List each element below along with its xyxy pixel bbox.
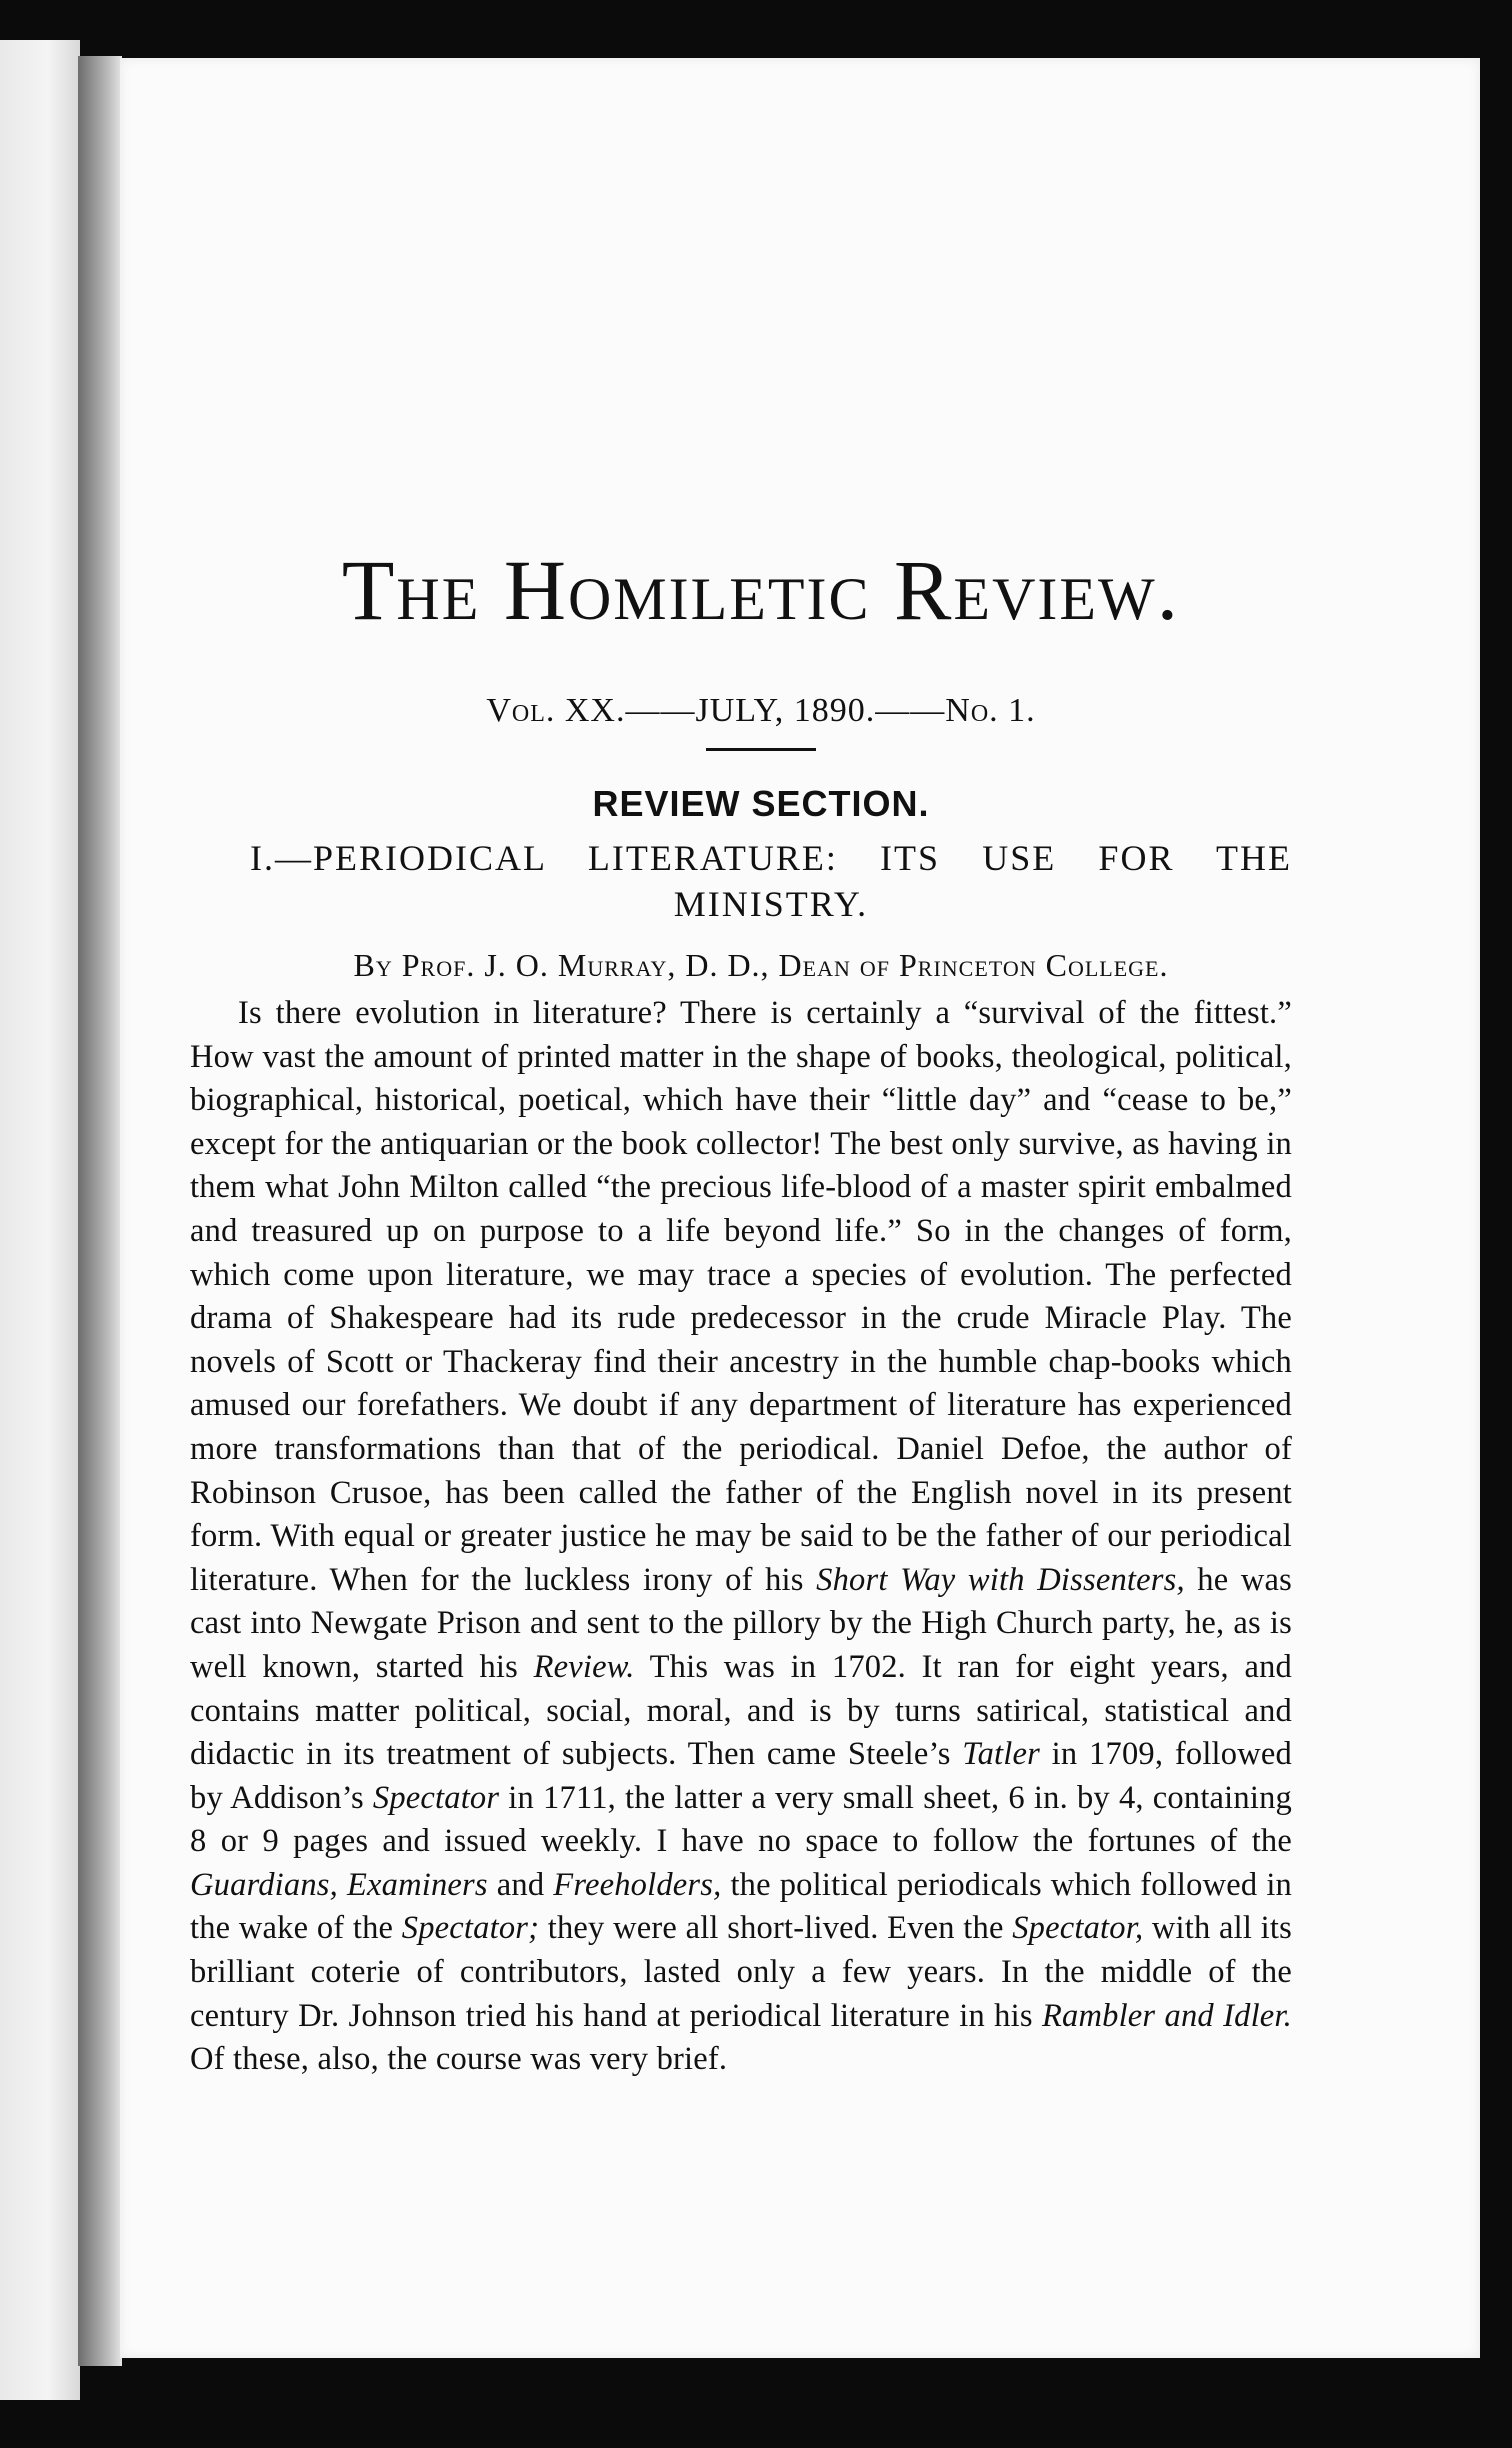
body-text-run: in 1711, the latter a very small sheet, 6 in. by 4, containing 8 or 9 pages and issued weekly. I have no space to follow the fortunes of the <box>190 1779 1292 1860</box>
body-text-run: This was in 1702. It ran for eight years, and contains matter political, social, moral, and is by turns satirical, statistical and didactic in its treatment of subjects. Then came Steele’s <box>190 1648 1292 1773</box>
italic-title-text: Freeholders, <box>553 1866 722 1903</box>
italic-title-text: Review. <box>533 1648 635 1685</box>
italic-title-text: Guardians, Examiners <box>190 1866 488 1903</box>
facing-page-edge <box>0 40 80 2400</box>
issue-line: Vol. XX.——JULY, 1890.——No. 1. <box>486 692 1036 729</box>
body-text-run: the political periodicals which followed in the wake of the <box>190 1866 1293 1947</box>
italic-title-text: Spectator, <box>1012 1910 1144 1947</box>
body-text-run: Of these, also, the course was very brief. <box>190 2041 728 2078</box>
italic-title-text: Short Way with Dissenters, <box>816 1561 1185 1598</box>
body-text-run: and <box>487 1866 554 1903</box>
body-text-run: they were all short-lived. Even the <box>539 1910 1013 1947</box>
body-text-run: he was cast into Newgate Prison and sent to the pillory by the High Church party, he, as is well known, started his <box>190 1561 1292 1685</box>
italic-title-text: Spectator <box>372 1779 500 1816</box>
section-heading: REVIEW SECTION. <box>592 783 930 824</box>
page-content <box>190 540 1292 2082</box>
article-title: I.—PERIODICAL LITERATURE: ITS USE FOR THE MINISTRY. <box>250 838 1292 924</box>
italic-title-text: Rambler and Idler. <box>1041 1997 1292 2034</box>
italic-title-text: Spectator; <box>401 1910 540 1947</box>
body-text-run: Is there evolution in literature? There is certainly a “survival of the fittest.” How vast the amount of printed matter in the shape of books, theological, political, biographical, historical, poetical, which have their “little day” and “cease to be,” except for the antiquarian or the book collector! The best only survive, as having in them what John Milton called “the precious life-blood of a master spirit embalmed and treasured up on purpose to a life beyond life.” So in the changes of form, which come upon literature, we may trace a species of evolution. The perfected drama of Shakespeare had its rude predecessor in the crude Miracle Play. The novels of Scott or Thackeray find their ancestry in the humble chap-books which amused our forefathers. We doubt if any department of literature has experienced more transformations than that of the periodical. Daniel Defoe, the author of Robinson Crusoe, has been called the father of the English novel in its present form. With equal or greater justice he may be said to be the father of our periodical literature. When for the luckless irony of his <box>190 995 1292 1598</box>
book-gutter <box>78 56 122 2366</box>
body-text-run: with all its brilliant coterie of contributors, lasted only a few years. In the middle of the century Dr. Johnson tried his hand at periodical literature in his <box>190 1910 1292 2034</box>
italic-title-text: Tatler <box>962 1736 1040 1773</box>
article-body <box>190 992 1292 2082</box>
body-text-run: in 1709, followed by Addison’s <box>190 1736 1292 1816</box>
divider-rule <box>706 748 816 751</box>
journal-title: The Homiletic Review. <box>341 542 1181 638</box>
article-byline: By Prof. J. O. Murray, D. D., Dean of Princeton College. <box>353 947 1169 983</box>
